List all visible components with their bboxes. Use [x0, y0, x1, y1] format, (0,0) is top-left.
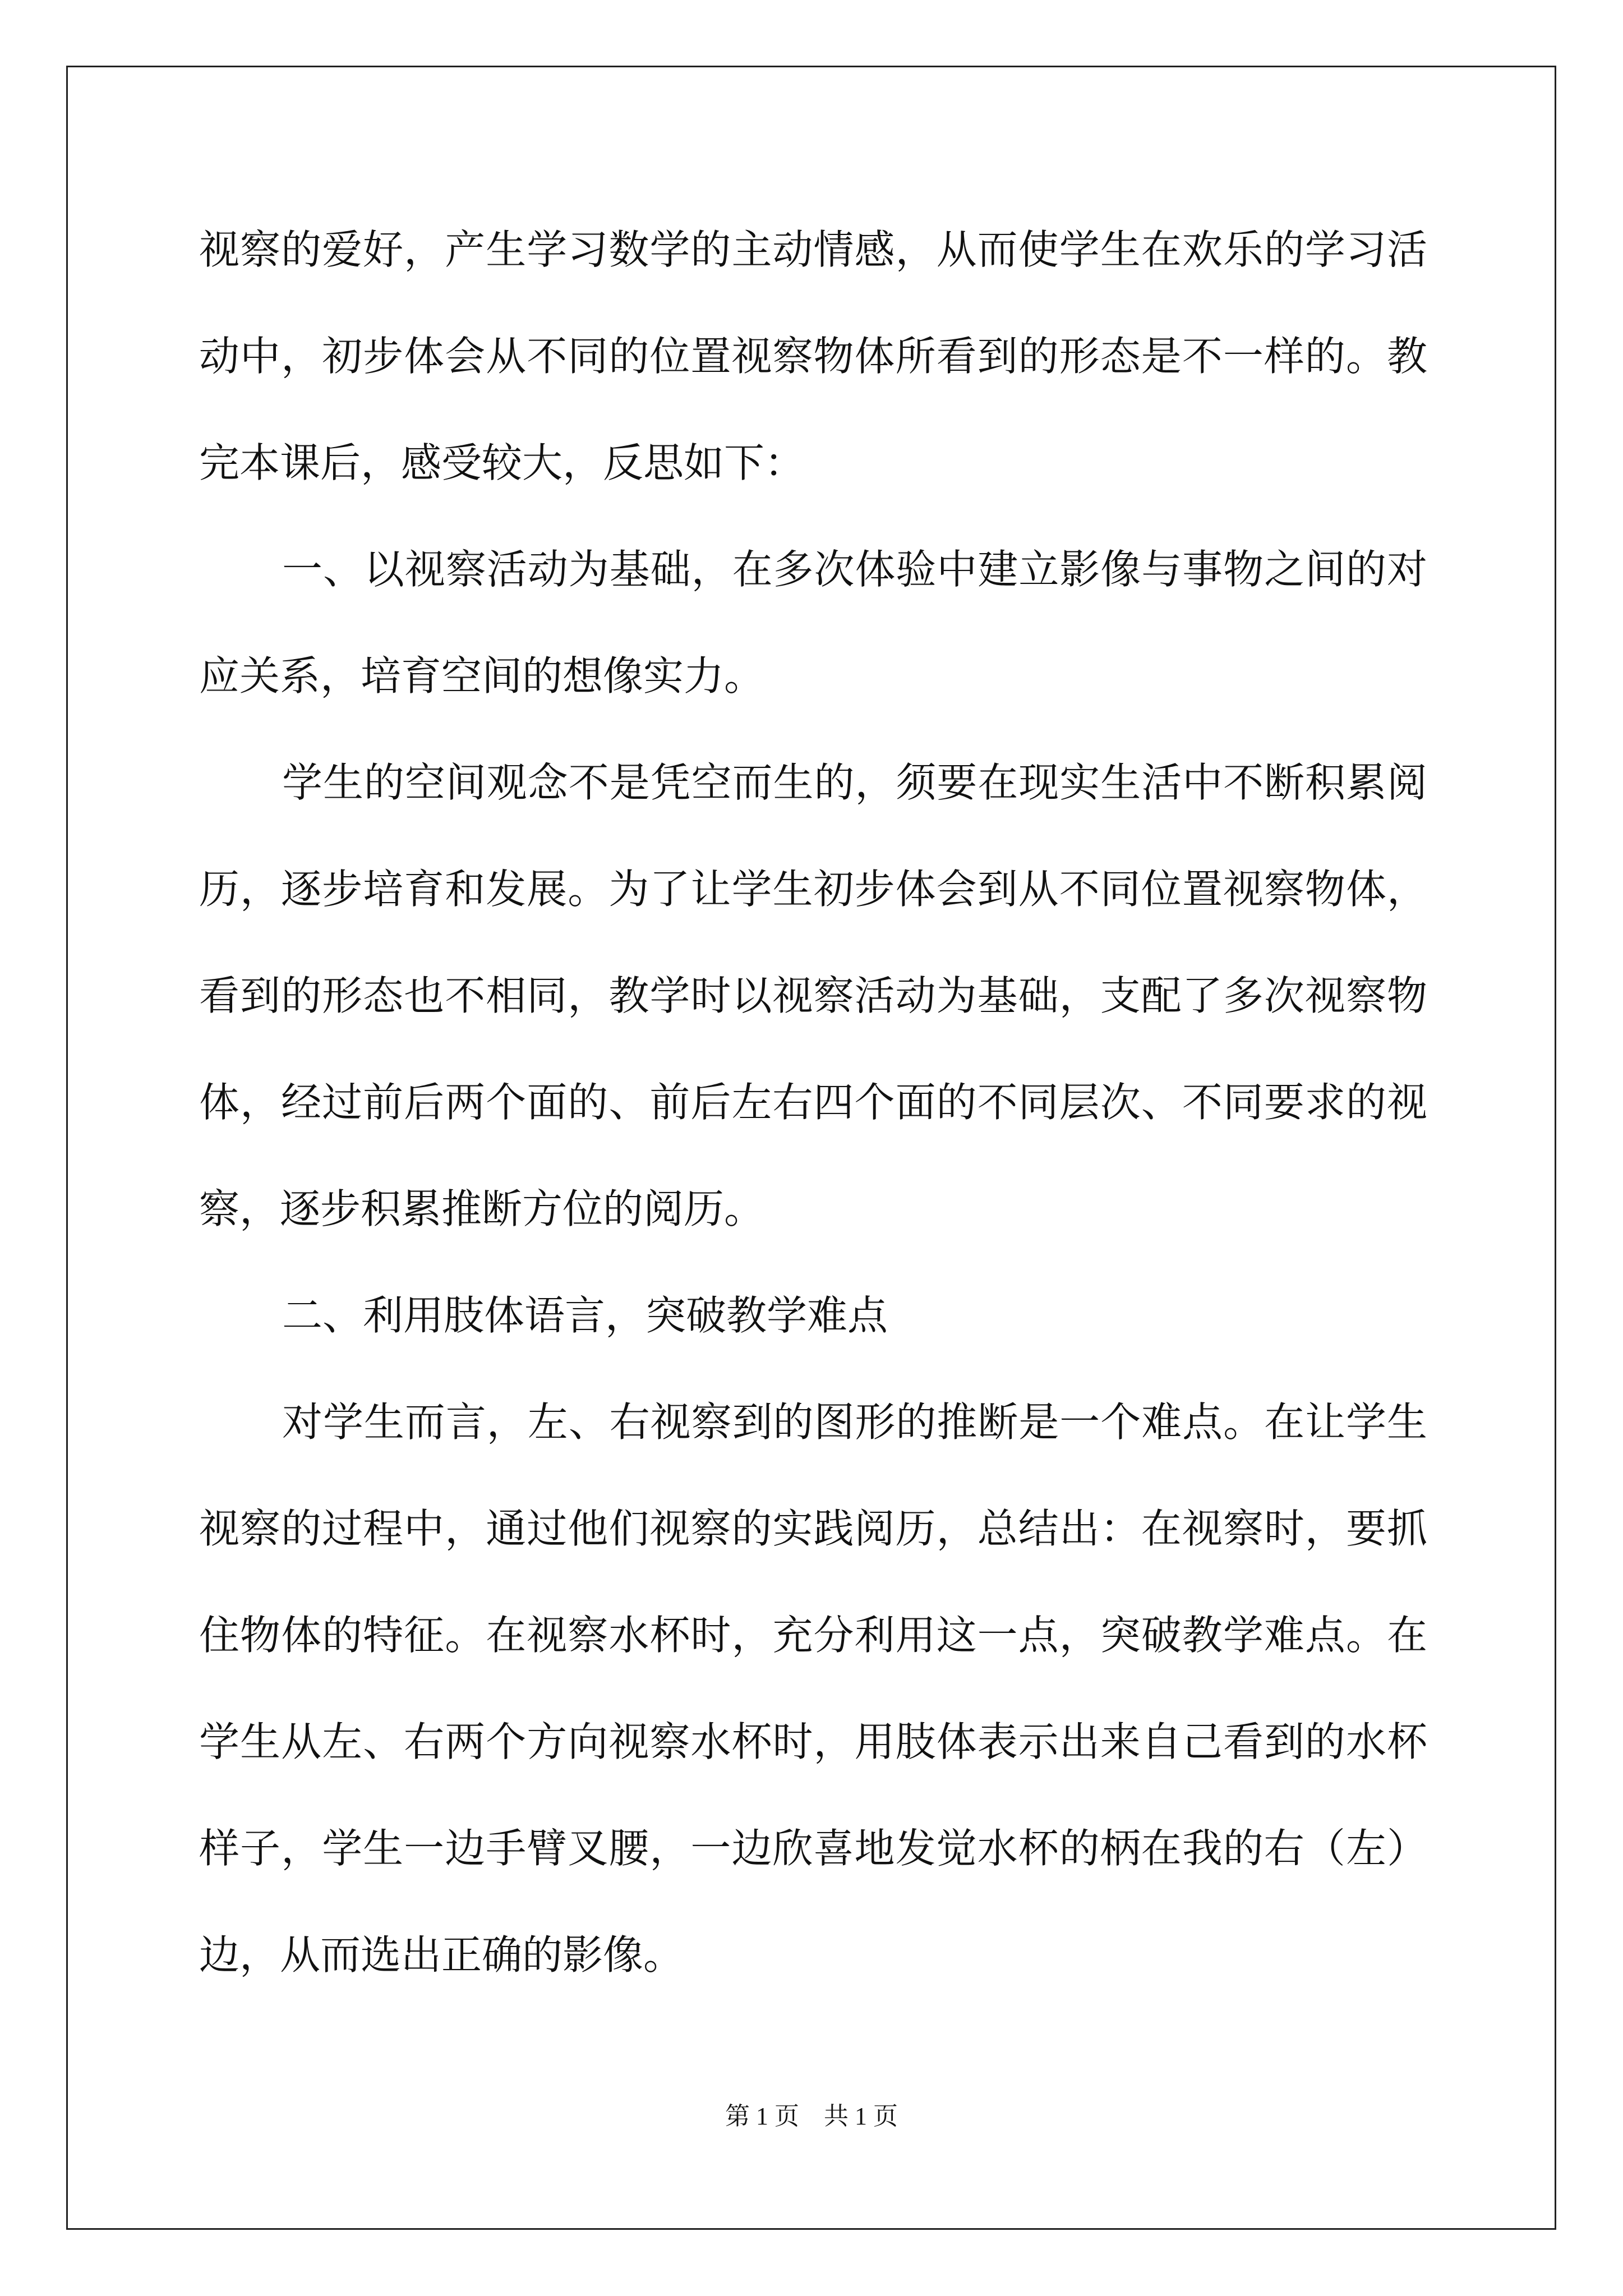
text-line: 视察的过程中，通过他们视察的实践阅历，总结出：在视察时，要抓: [199, 1505, 1427, 1552]
section-heading-1: 一、以视察活动为基础，在多次体验中建立影像与事物之间的对: [282, 546, 1427, 593]
text-line: 住物体的特征。在视察水杯时，充分利用这一点，突破教学难点。在: [199, 1612, 1427, 1659]
page-number: 第 1 页 共 1 页: [725, 2102, 898, 2130]
section-heading-2: 二、利用肢体语言，突破教学难点: [282, 1292, 888, 1339]
text-line: 学生从左、右两个方向视察水杯时，用肢体表示出来自己看到的水杯: [199, 1718, 1427, 1765]
paragraph-start: 学生的空间观念不是凭空而生的，须要在现实生活中不断积累阅: [282, 759, 1427, 806]
text-line: 边，从而选出正确的影像。: [199, 1931, 684, 1978]
text-line: 完本课后，感受较大，反思如下：: [199, 439, 805, 486]
text-line: 视察的爱好，产生学习数学的主动情感，从而使学生在欢乐的学习活: [199, 226, 1427, 273]
text-line: 动中，初步体会从不同的位置视察物体所看到的形态是不一样的。教: [199, 333, 1427, 380]
text-line: 应关系，培育空间的想像实力。: [199, 652, 765, 700]
text-line: 察，逐步积累推断方位的阅历。: [199, 1185, 765, 1232]
paragraph-start: 对学生而言，左、右视察到的图形的推断是一个难点。在让学生: [282, 1398, 1427, 1446]
text-line: 历，逐步培育和发展。为了让学生初步体会到从不同位置视察物体，: [199, 866, 1427, 913]
body-text: [199, 196, 1427, 2008]
text-line: 样子，学生一边手臂叉腰，一边欣喜地发觉水杯的柄在我的右（左）: [199, 1825, 1427, 1872]
text-line: 看到的形态也不相同，教学时以视察活动为基础，支配了多次视察物: [199, 972, 1427, 1019]
text-line: 体，经过前后两个面的、前后左右四个面的不同层次、不同要求的视: [199, 1079, 1427, 1126]
